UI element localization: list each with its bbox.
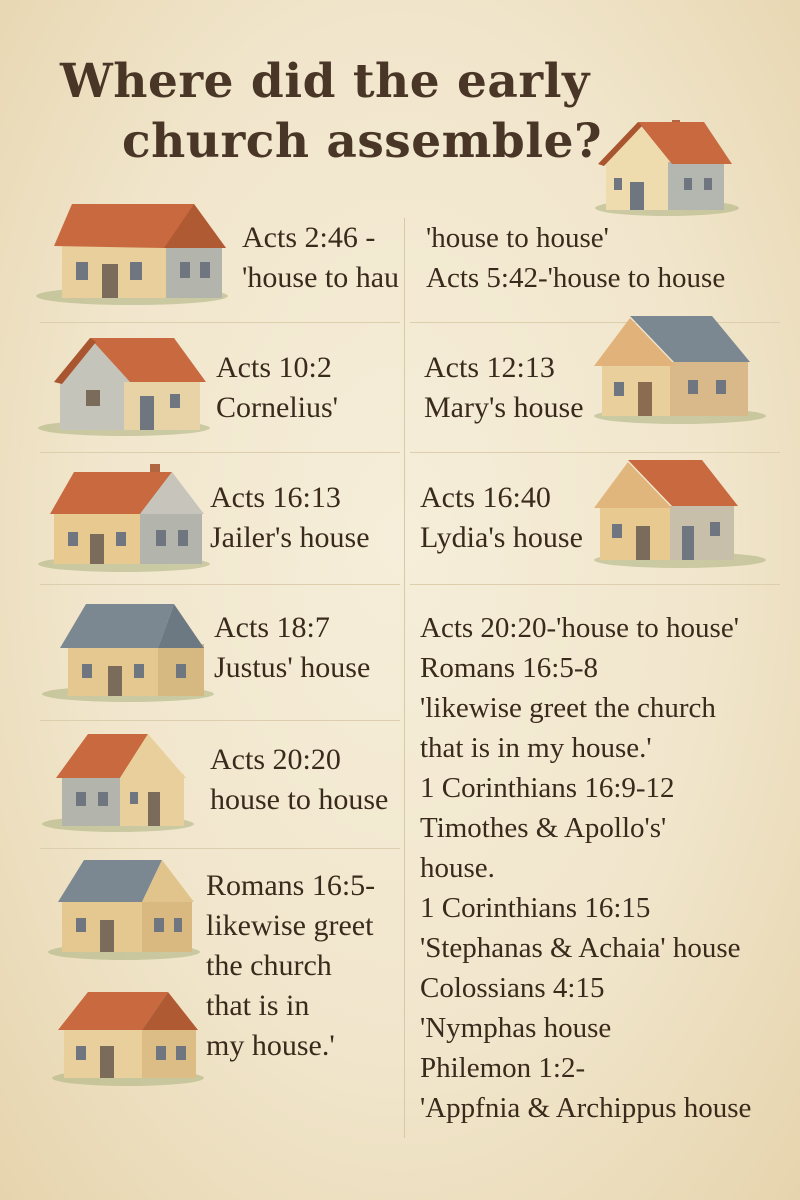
- entry-line: 1 Corinthians 16:15: [420, 892, 651, 924]
- entry-line: Acts 12:13: [424, 351, 555, 384]
- entry-line: Acts 18:7: [214, 611, 330, 644]
- entry-line: the church: [206, 949, 332, 982]
- house-icon: [34, 462, 214, 574]
- entry-line: Acts 16:13: [210, 481, 341, 514]
- entry-line: Jailer's house: [210, 521, 370, 554]
- entry-line: house.: [420, 852, 495, 884]
- entry-line: Mary's house: [424, 391, 584, 424]
- entry-line: Colossians 4:15: [420, 972, 605, 1004]
- entry-line: Philemon 1:2-: [420, 1052, 586, 1084]
- house-icon: [38, 730, 198, 834]
- entry-line: Romans 16:5-8: [420, 652, 599, 684]
- entry-line: 1 Corinthians 16:9-12: [420, 772, 675, 804]
- house-icon: [48, 988, 208, 1088]
- entry-line: that is in my house.': [420, 732, 652, 764]
- entry-line: that is in: [206, 989, 310, 1022]
- right-entry-1: [426, 218, 725, 298]
- right-entry-4: [420, 608, 751, 1128]
- entry-line: Lydia's house: [420, 521, 583, 554]
- row-divider: [40, 584, 400, 585]
- house-icon: [32, 196, 232, 308]
- entry-line: 'Appfnia & Archippus house: [420, 1092, 752, 1124]
- left-entry-2: [216, 348, 338, 428]
- house-icon: [34, 334, 214, 438]
- title-line-1: Where did the early: [60, 54, 590, 109]
- right-entry-2: [424, 348, 584, 428]
- entry-line: 'house to hau: [242, 261, 400, 294]
- entry-line: Acts 20:20-'house to house': [420, 612, 739, 644]
- left-entry-1: [242, 218, 399, 298]
- row-divider: [40, 322, 400, 323]
- entry-line: Romans 16:5-: [206, 869, 376, 902]
- entry-line: my house.': [206, 1029, 335, 1062]
- entry-line: Acts 10:2: [216, 351, 332, 384]
- left-entry-6: [206, 866, 375, 1066]
- row-divider: [410, 452, 780, 453]
- entry-line: 'likewise greet the church: [420, 692, 716, 724]
- house-icon: [590, 310, 770, 426]
- house-icon: [38, 598, 218, 704]
- row-divider: [40, 720, 400, 721]
- entry-line: 'Nymphas house: [420, 1012, 612, 1044]
- row-divider: [40, 848, 400, 849]
- house-icon: [592, 108, 742, 218]
- entry-line: 'Stephanas & Achaia' house: [420, 932, 741, 964]
- entry-line: Cornelius': [216, 391, 339, 424]
- column-divider: [404, 218, 405, 1138]
- left-entry-3: [210, 478, 370, 558]
- entry-line: Acts 16:40: [420, 481, 551, 514]
- entry-line: Acts 2:46 -: [242, 221, 376, 254]
- entry-line: house to house: [210, 783, 389, 816]
- entry-line: Acts 5:42-'house to house: [426, 262, 726, 294]
- entry-line: Justus' house: [214, 651, 371, 684]
- house-icon: [590, 454, 770, 570]
- entry-line: Acts 20:20: [210, 743, 341, 776]
- entry-line: Timothes & Apollo's': [420, 812, 667, 844]
- row-divider: [410, 584, 780, 585]
- left-entry-4: [214, 608, 370, 688]
- row-divider: [40, 452, 400, 453]
- page-title: [60, 52, 620, 172]
- house-icon: [44, 856, 204, 962]
- left-entry-5: [210, 740, 388, 820]
- right-entry-3: [420, 478, 583, 558]
- entry-line: likewise greet: [206, 909, 374, 942]
- title-line-2: church assemble?: [122, 114, 603, 169]
- entry-line: 'house to house': [426, 222, 609, 254]
